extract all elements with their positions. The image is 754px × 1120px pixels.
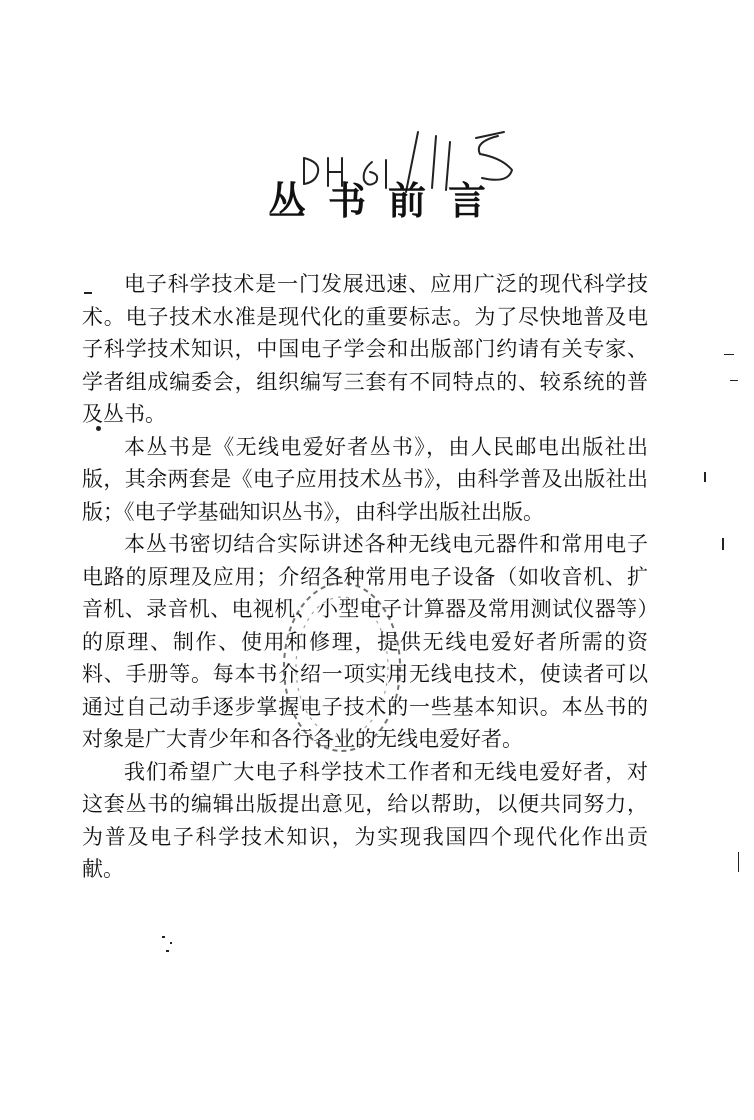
paragraph-1: 电子科学技术是一门发展迅速、应用广泛的现代科学技术。电子技术水准是现代化的重要标志。为了尽快地普及电子科学技术知识，中国电子学会和出版部门约请有关专家、学者组成编委会，组织编写三套有不同特点的、较系统的普及丛书。 [82,272,648,426]
paragraph-2: 本丛书是《无线电爱好者丛书》，由人民邮电出版社出版，其余两套是《电子应用技术丛书》，由科学普及出版社出版；《电子学基础知识丛书》，由科学出版社出版。 [82,434,648,524]
paragraph-3: 本丛书密切结合实际讲述各种无线电元器件和常用电子电路的原理及应用；介绍各种常用电子设备（如收音机、扩音机、录音机、电视机、小型电子计算器及常用测试仪器等）的原理、制作、使用和修理，提供无线电爱好者所需的资料、手册等。每本书介绍一项实用无线电技术，使读者可以通过自己动手逐步掌握电子技术的一些基本知识。本丛书的对象是广大青少年和各行各业的无线电爱好者。 [82,532,648,751]
preface-body [82,268,648,886]
paragraph-4: 我们希望广大电子科学技术工作者和无线电爱好者，对这套丛书的编辑出版提出意见，给以帮助，以便共同努力，为普及电子科学技术知识，为实现我国四个现代化作出贡献。 [82,759,648,881]
page-title: 丛书前言 [267,179,508,223]
